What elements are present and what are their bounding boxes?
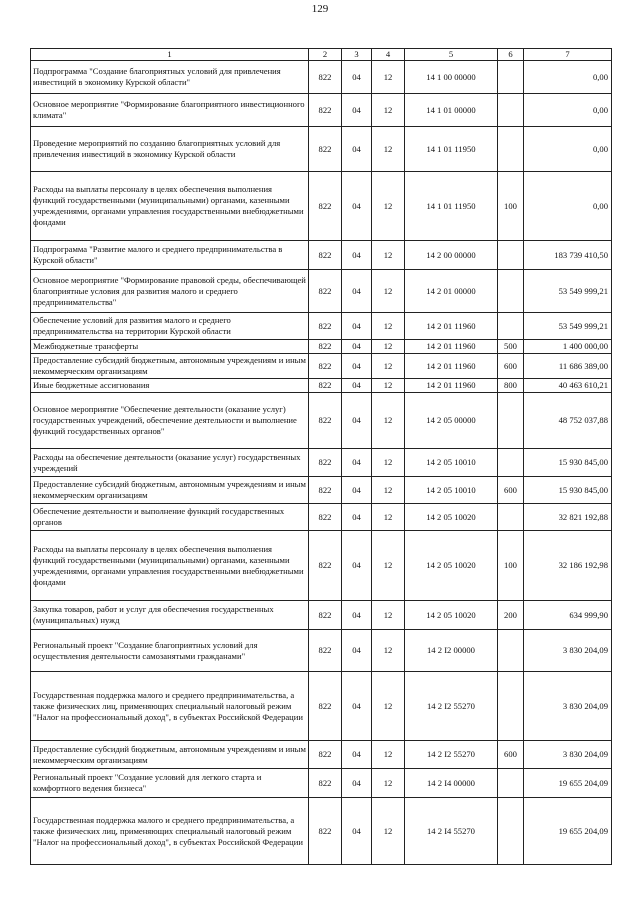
target-article-code: 14 2 05 10010	[405, 449, 498, 477]
subsection-code: 12	[372, 531, 405, 601]
ministry-code: 822	[309, 741, 342, 769]
amount: 0,00	[524, 61, 612, 94]
table-header-row	[31, 49, 612, 61]
subsection-code: 12	[372, 94, 405, 127]
target-article-code: 14 2 05 10010	[405, 477, 498, 504]
ministry-code: 822	[309, 477, 342, 504]
table-row	[31, 61, 612, 94]
row-name: Предоставление субсидий бюджетным, автономным учреждениям и иным некоммерческим организациям	[31, 354, 309, 379]
amount: 0,00	[524, 172, 612, 241]
target-article-code: 14 1 01 00000	[405, 94, 498, 127]
expense-type-code	[498, 393, 524, 449]
section-code: 04	[342, 379, 372, 393]
ministry-code: 822	[309, 630, 342, 672]
subsection-code: 12	[372, 504, 405, 531]
target-article-code: 14 1 00 00000	[405, 61, 498, 94]
amount: 1 400 000,00	[524, 340, 612, 354]
ministry-code: 822	[309, 313, 342, 340]
row-name: Расходы на выплаты персоналу в целях обеспечения выполнения функций государственными (муниципальными) органами, казенными учреждениями, органами управления государственными внебюджетными фондами	[31, 172, 309, 241]
table-row	[31, 270, 612, 313]
amount: 53 549 999,21	[524, 313, 612, 340]
header-cell: 4	[372, 49, 405, 61]
page-number: 129	[311, 3, 329, 15]
table-row	[31, 504, 612, 531]
header-cell: 1	[31, 49, 309, 61]
table-row	[31, 630, 612, 672]
amount: 183 739 410,50	[524, 241, 612, 270]
ministry-code: 822	[309, 340, 342, 354]
expense-type-code	[498, 672, 524, 741]
amount: 15 930 845,00	[524, 477, 612, 504]
row-name: Закупка товаров, работ и услуг для обеспечения государственных (муниципальных) нужд	[31, 601, 309, 630]
table-row	[31, 769, 612, 798]
table-row	[31, 379, 612, 393]
expense-type-code: 200	[498, 601, 524, 630]
row-name: Основное мероприятие "Формирование правовой среды, обеспечивающей благоприятные условия для развития малого и среднего предпринимательства"	[31, 270, 309, 313]
subsection-code: 12	[372, 354, 405, 379]
target-article-code: 14 2 01 00000	[405, 270, 498, 313]
header-cell: 7	[524, 49, 612, 61]
ministry-code: 822	[309, 798, 342, 865]
ministry-code: 822	[309, 393, 342, 449]
target-article-code: 14 2 I2 55270	[405, 741, 498, 769]
subsection-code: 12	[372, 270, 405, 313]
subsection-code: 12	[372, 769, 405, 798]
ministry-code: 822	[309, 61, 342, 94]
target-article-code: 14 2 01 11960	[405, 340, 498, 354]
ministry-code: 822	[309, 769, 342, 798]
table-row	[31, 241, 612, 270]
ministry-code: 822	[309, 449, 342, 477]
amount: 48 752 037,88	[524, 393, 612, 449]
subsection-code: 12	[372, 241, 405, 270]
amount: 32 821 192,88	[524, 504, 612, 531]
target-article-code: 14 1 01 11950	[405, 172, 498, 241]
subsection-code: 12	[372, 630, 405, 672]
target-article-code: 14 1 01 11950	[405, 127, 498, 172]
row-name: Иные бюджетные ассигнования	[31, 379, 309, 393]
row-name: Государственная поддержка малого и среднего предпринимательства, а также физических лиц, применяющих специальный налоговый режим "Налог на профессиональный доход", в субъектах Российской Федерации	[31, 672, 309, 741]
header-cell: 6	[498, 49, 524, 61]
subsection-code: 12	[372, 672, 405, 741]
expense-type-code: 100	[498, 172, 524, 241]
amount: 3 830 204,09	[524, 672, 612, 741]
expense-type-code	[498, 313, 524, 340]
row-name: Предоставление субсидий бюджетным, автономным учреждениям и иным некоммерческим организациям	[31, 741, 309, 769]
row-name: Межбюджетные трансферты	[31, 340, 309, 354]
amount: 19 655 204,09	[524, 769, 612, 798]
amount: 3 830 204,09	[524, 630, 612, 672]
section-code: 04	[342, 393, 372, 449]
ministry-code: 822	[309, 504, 342, 531]
expense-type-code	[498, 94, 524, 127]
subsection-code: 12	[372, 798, 405, 865]
section-code: 04	[342, 477, 372, 504]
subsection-code: 12	[372, 172, 405, 241]
amount: 40 463 610,21	[524, 379, 612, 393]
row-name: Основное мероприятие "Формирование благоприятного инвестиционного климата"	[31, 94, 309, 127]
table-row	[31, 741, 612, 769]
amount: 0,00	[524, 94, 612, 127]
table-row	[31, 127, 612, 172]
section-code: 04	[342, 172, 372, 241]
expense-type-code: 600	[498, 477, 524, 504]
section-code: 04	[342, 449, 372, 477]
section-code: 04	[342, 531, 372, 601]
subsection-code: 12	[372, 61, 405, 94]
row-name: Государственная поддержка малого и среднего предпринимательства, а также физических лиц, применяющих специальный налоговый режим "Налог на профессиональный доход", в субъектах Российской Федерации	[31, 798, 309, 865]
row-name: Подпрограмма "Развитие малого и среднего предпринимательства в Курской области"	[31, 241, 309, 270]
section-code: 04	[342, 798, 372, 865]
subsection-code: 12	[372, 127, 405, 172]
subsection-code: 12	[372, 393, 405, 449]
budget-table	[30, 48, 612, 865]
ministry-code: 822	[309, 354, 342, 379]
target-article-code: 14 2 I2 00000	[405, 630, 498, 672]
section-code: 04	[342, 61, 372, 94]
ministry-code: 822	[309, 172, 342, 241]
table-row	[31, 531, 612, 601]
amount: 11 686 389,00	[524, 354, 612, 379]
expense-type-code	[498, 798, 524, 865]
table-row	[31, 449, 612, 477]
target-article-code: 14 2 01 11960	[405, 354, 498, 379]
row-name: Подпрограмма "Создание благоприятных условий для привлечения инвестиций в экономику Курской области"	[31, 61, 309, 94]
table-row	[31, 313, 612, 340]
header-cell: 2	[309, 49, 342, 61]
expense-type-code	[498, 769, 524, 798]
row-name: Расходы на выплаты персоналу в целях обеспечения выполнения функций государственными (муниципальными) органами, казенными учреждениями, органами управления государственными внебюджетными фондами	[31, 531, 309, 601]
table-row	[31, 94, 612, 127]
section-code: 04	[342, 313, 372, 340]
subsection-code: 12	[372, 741, 405, 769]
target-article-code: 14 2 05 10020	[405, 601, 498, 630]
expense-type-code: 100	[498, 531, 524, 601]
ministry-code: 822	[309, 127, 342, 172]
table-row	[31, 601, 612, 630]
row-name: Обеспечение условий для развития малого и среднего предпринимательства на территории Курской области	[31, 313, 309, 340]
header-cell: 5	[405, 49, 498, 61]
table-row	[31, 477, 612, 504]
amount: 3 830 204,09	[524, 741, 612, 769]
amount: 32 186 192,98	[524, 531, 612, 601]
ministry-code: 822	[309, 531, 342, 601]
header-cell: 3	[342, 49, 372, 61]
expense-type-code: 500	[498, 340, 524, 354]
subsection-code: 12	[372, 477, 405, 504]
ministry-code: 822	[309, 94, 342, 127]
subsection-code: 12	[372, 449, 405, 477]
expense-type-code	[498, 241, 524, 270]
section-code: 04	[342, 270, 372, 313]
table-row	[31, 393, 612, 449]
table-row	[31, 172, 612, 241]
expense-type-code	[498, 504, 524, 531]
ministry-code: 822	[309, 601, 342, 630]
expense-type-code	[498, 449, 524, 477]
target-article-code: 14 2 I2 55270	[405, 672, 498, 741]
ministry-code: 822	[309, 379, 342, 393]
target-article-code: 14 2 I4 55270	[405, 798, 498, 865]
target-article-code: 14 2 01 11960	[405, 379, 498, 393]
ministry-code: 822	[309, 672, 342, 741]
row-name: Проведение мероприятий по созданию благоприятных условий для привлечения инвестиций в экономику Курской области	[31, 127, 309, 172]
section-code: 04	[342, 127, 372, 172]
amount: 15 930 845,00	[524, 449, 612, 477]
section-code: 04	[342, 94, 372, 127]
row-name: Предоставление субсидий бюджетным, автономным учреждениям и иным некоммерческим организациям	[31, 477, 309, 504]
table-row	[31, 672, 612, 741]
section-code: 04	[342, 672, 372, 741]
section-code: 04	[342, 354, 372, 379]
table-row	[31, 340, 612, 354]
amount: 634 999,90	[524, 601, 612, 630]
amount: 53 549 999,21	[524, 270, 612, 313]
subsection-code: 12	[372, 313, 405, 340]
section-code: 04	[342, 630, 372, 672]
row-name: Региональный проект "Создание благоприятных условий для осуществления деятельности самозанятыми гражданами"	[31, 630, 309, 672]
expense-type-code	[498, 270, 524, 313]
target-article-code: 14 2 05 10020	[405, 531, 498, 601]
subsection-code: 12	[372, 379, 405, 393]
expense-type-code	[498, 61, 524, 94]
ministry-code: 822	[309, 270, 342, 313]
section-code: 04	[342, 340, 372, 354]
target-article-code: 14 2 05 00000	[405, 393, 498, 449]
target-article-code: 14 2 I4 00000	[405, 769, 498, 798]
expense-type-code: 600	[498, 354, 524, 379]
ministry-code: 822	[309, 241, 342, 270]
subsection-code: 12	[372, 340, 405, 354]
expense-type-code	[498, 630, 524, 672]
row-name: Основное мероприятие "Обеспечение деятельности (оказание услуг) государственных учреждений, обеспечение деятельности и выполнение функций государственных органов"	[31, 393, 309, 449]
expense-type-code	[498, 127, 524, 172]
expense-type-code: 800	[498, 379, 524, 393]
expense-type-code: 600	[498, 741, 524, 769]
target-article-code: 14 2 05 10020	[405, 504, 498, 531]
section-code: 04	[342, 769, 372, 798]
subsection-code: 12	[372, 601, 405, 630]
section-code: 04	[342, 741, 372, 769]
row-name: Расходы на обеспечение деятельности (оказание услуг) государственных учреждений	[31, 449, 309, 477]
section-code: 04	[342, 504, 372, 531]
row-name: Обеспечение деятельности и выполнение функций государственных органов	[31, 504, 309, 531]
table-row	[31, 354, 612, 379]
row-name: Региональный проект "Создание условий для легкого старта и комфортного ведения бизнеса"	[31, 769, 309, 798]
amount: 0,00	[524, 127, 612, 172]
section-code: 04	[342, 601, 372, 630]
amount: 19 655 204,09	[524, 798, 612, 865]
section-code: 04	[342, 241, 372, 270]
target-article-code: 14 2 00 00000	[405, 241, 498, 270]
table-row	[31, 798, 612, 865]
target-article-code: 14 2 01 11960	[405, 313, 498, 340]
